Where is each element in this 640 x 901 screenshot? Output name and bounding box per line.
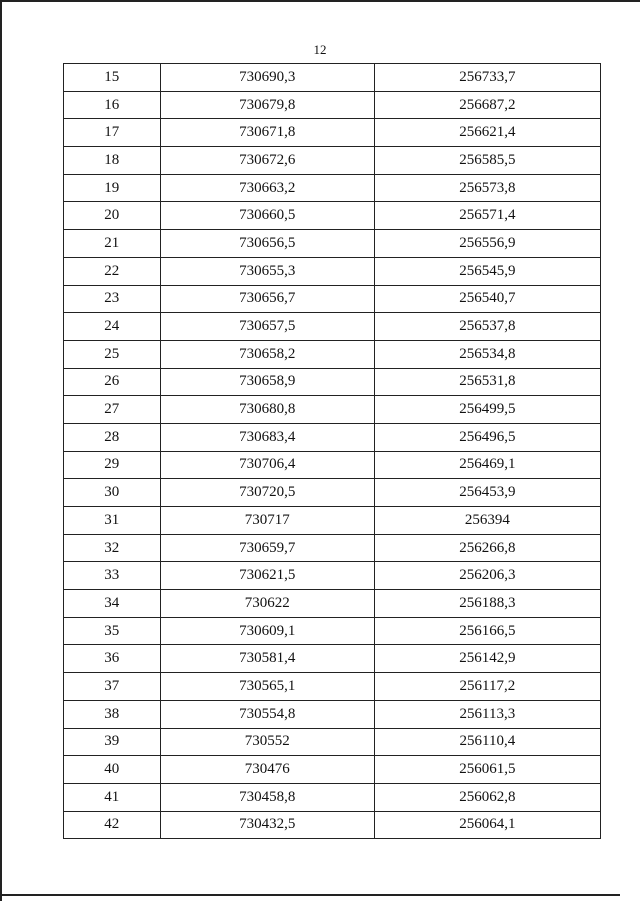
coordinates-table-body <box>64 64 601 839</box>
table-row <box>64 507 601 535</box>
x-coordinate-cell: 730683,4 <box>160 423 374 451</box>
x-coordinate-cell: 730458,8 <box>160 783 374 811</box>
x-coordinate-cell: 730672,6 <box>160 147 374 175</box>
point-number-cell: 37 <box>64 673 161 701</box>
point-number-cell: 32 <box>64 534 161 562</box>
y-coordinate-cell: 256142,9 <box>374 645 600 673</box>
x-coordinate-cell: 730552 <box>160 728 374 756</box>
point-number-cell: 26 <box>64 368 161 396</box>
table-row <box>64 673 601 701</box>
coordinates-table <box>63 63 601 839</box>
table-row <box>64 590 601 618</box>
x-coordinate-cell: 730656,5 <box>160 230 374 258</box>
table-row <box>64 451 601 479</box>
table-row <box>64 202 601 230</box>
x-coordinate-cell: 730432,5 <box>160 811 374 839</box>
y-coordinate-cell: 256556,9 <box>374 230 600 258</box>
x-coordinate-cell: 730720,5 <box>160 479 374 507</box>
y-coordinate-cell: 256499,5 <box>374 396 600 424</box>
table-row <box>64 756 601 784</box>
table-row <box>64 562 601 590</box>
x-coordinate-cell: 730554,8 <box>160 700 374 728</box>
table-row <box>64 534 601 562</box>
x-coordinate-cell: 730658,9 <box>160 368 374 396</box>
point-number-cell: 40 <box>64 756 161 784</box>
page-number: 12 <box>313 42 327 57</box>
y-coordinate-cell: 256545,9 <box>374 257 600 285</box>
y-coordinate-cell: 256117,2 <box>374 673 600 701</box>
y-coordinate-cell: 256496,5 <box>374 423 600 451</box>
x-coordinate-cell: 730476 <box>160 756 374 784</box>
point-number-cell: 33 <box>64 562 161 590</box>
x-coordinate-cell: 730658,2 <box>160 340 374 368</box>
table-row <box>64 479 601 507</box>
table-row <box>64 423 601 451</box>
point-number-cell: 30 <box>64 479 161 507</box>
table-row <box>64 728 601 756</box>
y-coordinate-cell: 256621,4 <box>374 119 600 147</box>
y-coordinate-cell: 256571,4 <box>374 202 600 230</box>
table-row <box>64 174 601 202</box>
point-number-cell: 36 <box>64 645 161 673</box>
point-number-cell: 25 <box>64 340 161 368</box>
table-row <box>64 368 601 396</box>
point-number-cell: 23 <box>64 285 161 313</box>
x-coordinate-cell: 730621,5 <box>160 562 374 590</box>
table-row <box>64 811 601 839</box>
y-coordinate-cell: 256206,3 <box>374 562 600 590</box>
point-number-cell: 15 <box>64 64 161 92</box>
y-coordinate-cell: 256534,8 <box>374 340 600 368</box>
x-coordinate-cell: 730659,7 <box>160 534 374 562</box>
table-row <box>64 700 601 728</box>
x-coordinate-cell: 730622 <box>160 590 374 618</box>
point-number-cell: 34 <box>64 590 161 618</box>
x-coordinate-cell: 730671,8 <box>160 119 374 147</box>
table-row <box>64 645 601 673</box>
table-row <box>64 340 601 368</box>
table-row <box>64 783 601 811</box>
point-number-cell: 29 <box>64 451 161 479</box>
y-coordinate-cell: 256733,7 <box>374 64 600 92</box>
point-number-cell: 27 <box>64 396 161 424</box>
point-number-cell: 18 <box>64 147 161 175</box>
y-coordinate-cell: 256166,5 <box>374 617 600 645</box>
x-coordinate-cell: 730706,4 <box>160 451 374 479</box>
point-number-cell: 31 <box>64 507 161 535</box>
point-number-cell: 21 <box>64 230 161 258</box>
y-coordinate-cell: 256687,2 <box>374 91 600 119</box>
y-coordinate-cell: 256110,4 <box>374 728 600 756</box>
point-number-cell: 42 <box>64 811 161 839</box>
y-coordinate-cell: 256585,5 <box>374 147 600 175</box>
table-row <box>64 147 601 175</box>
y-coordinate-cell: 256266,8 <box>374 534 600 562</box>
table-row <box>64 257 601 285</box>
bottom-border <box>0 894 620 896</box>
x-coordinate-cell: 730609,1 <box>160 617 374 645</box>
x-coordinate-cell: 730565,1 <box>160 673 374 701</box>
table-row <box>64 313 601 341</box>
point-number-cell: 35 <box>64 617 161 645</box>
table-row <box>64 91 601 119</box>
y-coordinate-cell: 256537,8 <box>374 313 600 341</box>
y-coordinate-cell: 256064,1 <box>374 811 600 839</box>
table-row <box>64 64 601 92</box>
point-number-cell: 19 <box>64 174 161 202</box>
point-number-cell: 22 <box>64 257 161 285</box>
table-row <box>64 617 601 645</box>
x-coordinate-cell: 730660,5 <box>160 202 374 230</box>
y-coordinate-cell: 256573,8 <box>374 174 600 202</box>
x-coordinate-cell: 730655,3 <box>160 257 374 285</box>
x-coordinate-cell: 730680,8 <box>160 396 374 424</box>
table-row <box>64 396 601 424</box>
point-number-cell: 17 <box>64 119 161 147</box>
x-coordinate-cell: 730679,8 <box>160 91 374 119</box>
point-number-cell: 41 <box>64 783 161 811</box>
point-number-cell: 16 <box>64 91 161 119</box>
y-coordinate-cell: 256061,5 <box>374 756 600 784</box>
point-number-cell: 20 <box>64 202 161 230</box>
x-coordinate-cell: 730657,5 <box>160 313 374 341</box>
point-number-cell: 28 <box>64 423 161 451</box>
point-number-cell: 38 <box>64 700 161 728</box>
x-coordinate-cell: 730656,7 <box>160 285 374 313</box>
y-coordinate-cell: 256394 <box>374 507 600 535</box>
y-coordinate-cell: 256062,8 <box>374 783 600 811</box>
y-coordinate-cell: 256469,1 <box>374 451 600 479</box>
point-number-cell: 24 <box>64 313 161 341</box>
y-coordinate-cell: 256113,3 <box>374 700 600 728</box>
table-row <box>64 119 601 147</box>
table-row <box>64 230 601 258</box>
point-number-cell: 39 <box>64 728 161 756</box>
x-coordinate-cell: 730690,3 <box>160 64 374 92</box>
y-coordinate-cell: 256531,8 <box>374 368 600 396</box>
y-coordinate-cell: 256188,3 <box>374 590 600 618</box>
y-coordinate-cell: 256540,7 <box>374 285 600 313</box>
y-coordinate-cell: 256453,9 <box>374 479 600 507</box>
x-coordinate-cell: 730717 <box>160 507 374 535</box>
table-row <box>64 285 601 313</box>
x-coordinate-cell: 730663,2 <box>160 174 374 202</box>
x-coordinate-cell: 730581,4 <box>160 645 374 673</box>
